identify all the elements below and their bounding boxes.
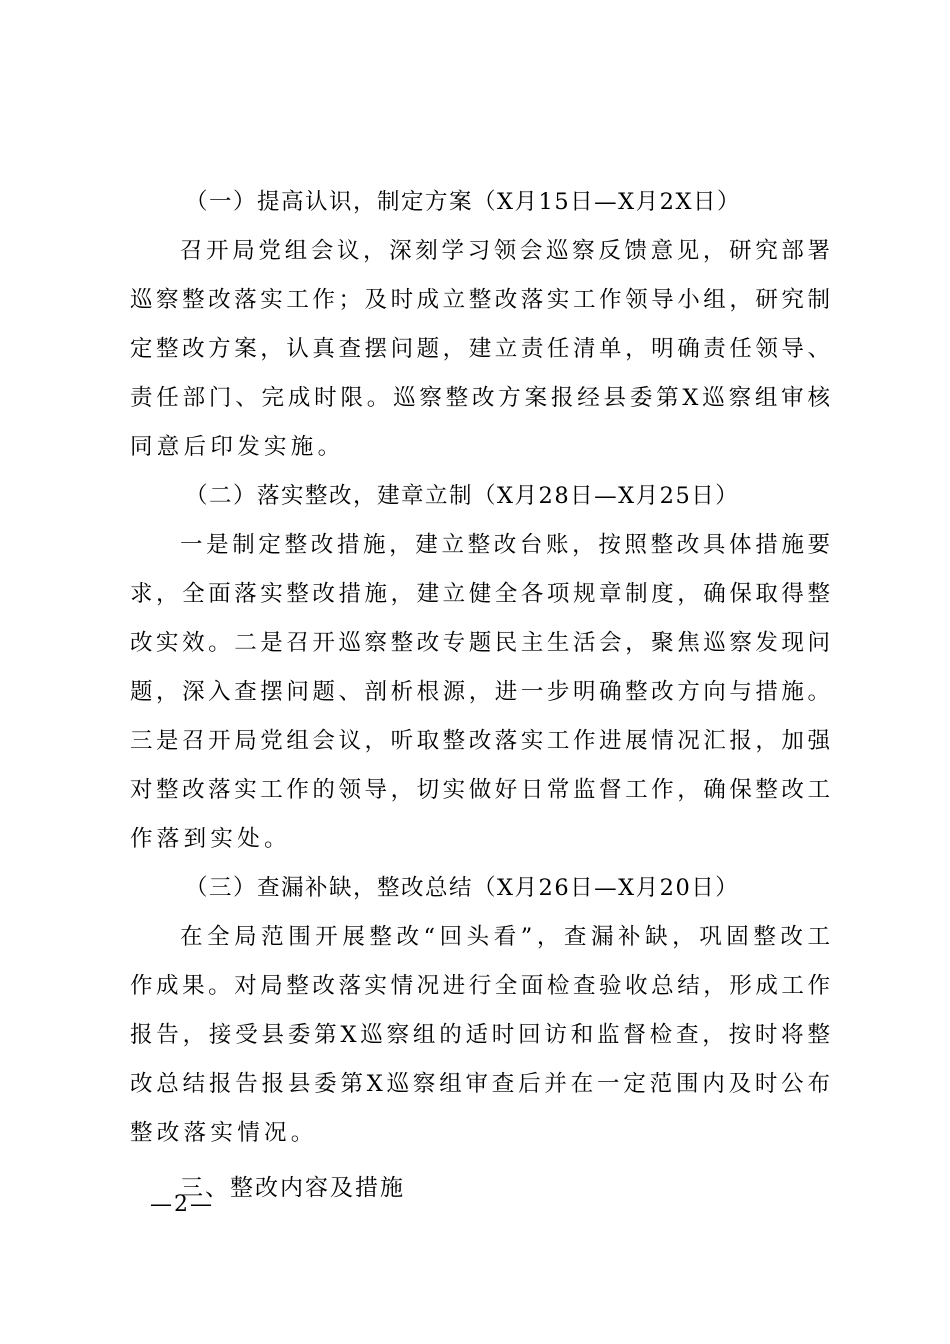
paragraph-line: 三是召开局党组会议，听取整改落实工作进展情况汇报，加强 xyxy=(130,728,830,754)
paragraph-line: 一是制定整改措施，建立整改台账，按照整改具体措施要 xyxy=(180,532,830,558)
page-number: —2— xyxy=(150,1192,214,1217)
paragraph-line: 求，全面落实整改措施，建立健全各项规章制度，确保取得整 xyxy=(130,581,830,607)
subsection-heading-2: （二）落实整改，建章立制（X月28日—X月25日） xyxy=(185,483,740,509)
paragraph-line: 同意后印发实施。 xyxy=(130,434,345,460)
document-body xyxy=(130,178,830,1213)
paragraph-line: 作落到实处。 xyxy=(130,826,291,852)
paragraph-line: 巡察整改落实工作；及时成立整改落实工作领导小组，研究制 xyxy=(130,287,830,313)
paragraph-line: 题，深入查摆问题、剖析根源，进一步明确整改方向与措施。 xyxy=(130,679,830,705)
subsection-heading-3: （三）查漏补缺，整改总结（X月26日—X月20日） xyxy=(185,875,740,901)
paragraph-line: 召开局党组会议，深刻学习领会巡察反馈意见，研究部署 xyxy=(180,238,830,264)
paragraph-line: 报告，接受县委第X巡察组的适时回访和监督检查，按时将整 xyxy=(130,1022,830,1048)
paragraph-line: 改实效。二是召开巡察整改专题民主生活会，聚焦巡察发现问 xyxy=(130,630,830,656)
paragraph-line: 对整改落实工作的领导，切实做好日常监督工作，确保整改工 xyxy=(130,777,830,803)
paragraph-line: 责任部门、完成时限。巡察整改方案报经县委第X巡察组审核 xyxy=(130,385,830,411)
paragraph-line: 整改落实情况。 xyxy=(130,1120,318,1146)
paragraph-line: 改总结报告报县委第X巡察组审查后并在一定范围内及时公布 xyxy=(130,1071,830,1097)
paragraph-line: 在全局范围开展整改“回头看”，查漏补缺，巩固整改工 xyxy=(180,924,830,950)
subsection-heading-1: （一）提高认识，制定方案（X月15日—X月2X日） xyxy=(185,189,742,215)
paragraph-line: 定整改方案，认真查摆问题，建立责任清单，明确责任领导、 xyxy=(130,336,830,362)
paragraph-line: 作成果。对局整改落实情况进行全面检查验收总结，形成工作 xyxy=(130,973,830,999)
section-heading-3: 三、整改内容及措施 xyxy=(180,1175,405,1201)
